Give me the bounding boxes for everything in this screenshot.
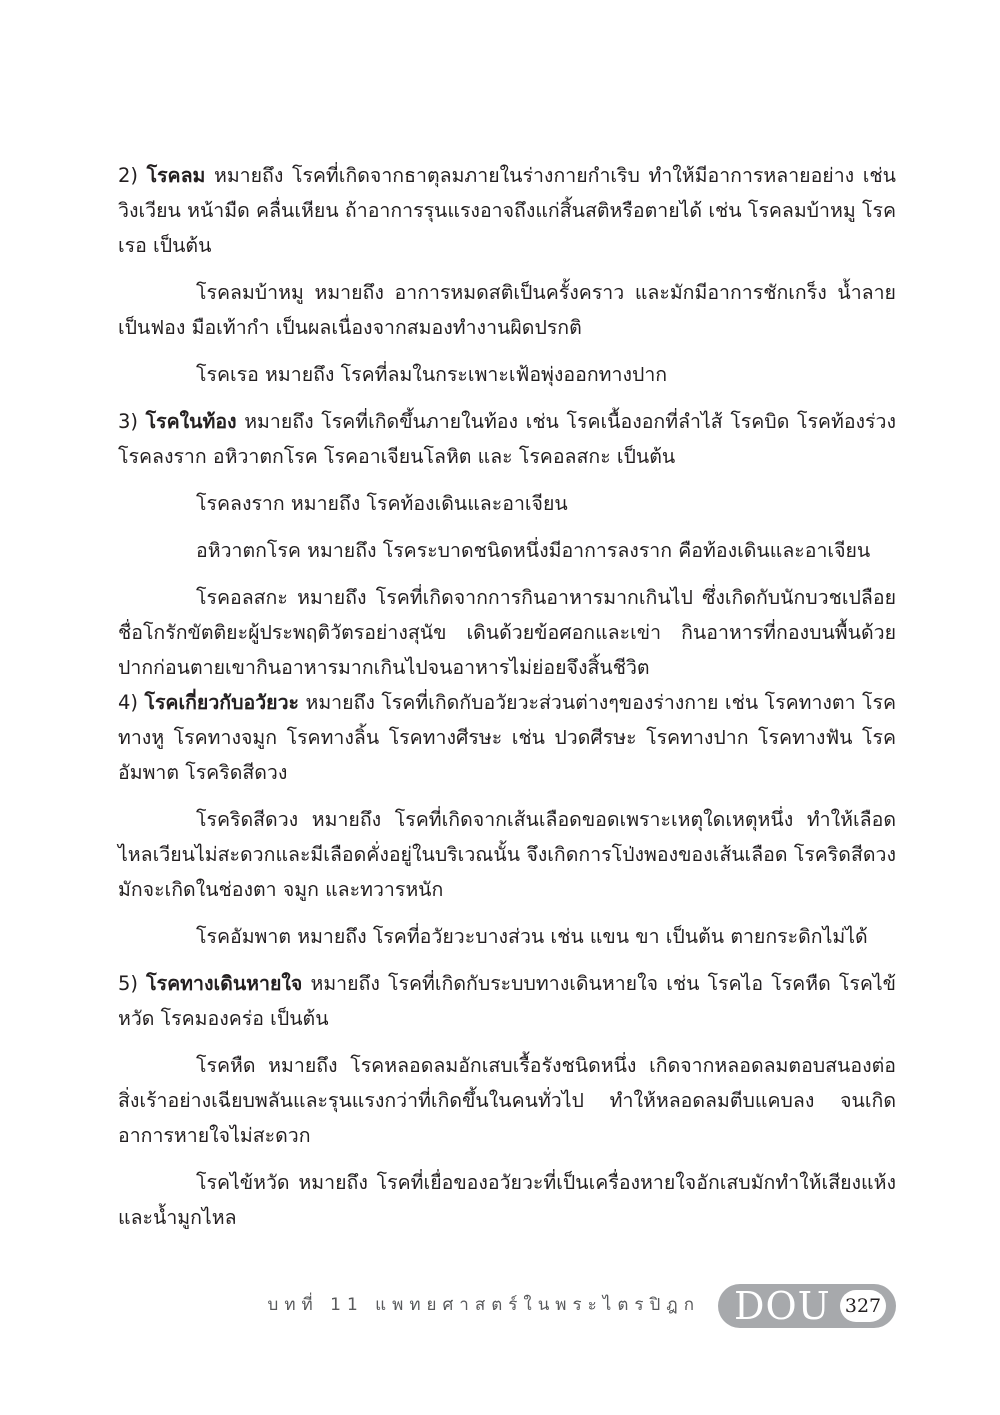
- page-footer: [0, 1282, 1000, 1332]
- dou-badge: [718, 1284, 896, 1328]
- section-4-heading: [118, 685, 896, 790]
- section-text: หมายถึง โรคที่เกิดกับอวัยวะส่วนต่างๆของร่างกาย เช่น โรคทางตา โรคทางหู โรคทางจมูก โรคทางลิ้น โรคทางศีรษะ เช่น ปวดศีรษะ โรคทางปาก โรคทางฟัน โรคอัมพาต โรคริดสีดวง: [118, 691, 896, 784]
- dou-logo: DOU: [734, 1284, 831, 1328]
- section-term: โรคลม: [146, 164, 206, 187]
- section-term: โรคเกี่ยวกับอวัยวะ: [144, 691, 300, 714]
- detail-paragraph: โรคเรอ หมายถึง โรคที่ลมในกระเพาะเฟ้อพุ่งออกทางปาก: [196, 363, 668, 386]
- page-number: 327: [840, 1290, 886, 1322]
- section-3-heading: [118, 404, 896, 474]
- section-2-heading: [118, 158, 896, 263]
- section-number: 4): [118, 691, 139, 714]
- section-number: 5): [118, 972, 139, 995]
- section-number: 3): [118, 410, 139, 433]
- detail-paragraph: โรคอลสกะ หมายถึง โรคที่เกิดจากการกินอาหารมากเกินไป ซึ่งเกิดกับนักบวชเปลือยชื่อโกรักขัตติยะผู้ประพฤติวัตรอย่างสุนัข เดินด้วยข้อศอกและเข่า กินอาหารที่กองบนพื้นด้วยปากก่อนตายเขากินอาหารมากเกินไปจนอาหารไม่ย่อยจึงสิ้นชีวิต: [118, 586, 896, 679]
- detail-paragraph: โรคไข้หวัด หมายถึง โรคที่เยื่อของอวัยวะที่เป็นเครื่องหายใจอักเสบมักทำให้เสียงแห้งและน้ำมูกไหล: [118, 1171, 896, 1229]
- section-term: โรคในท้อง: [145, 410, 237, 433]
- detail-paragraph: โรคลมบ้าหมู หมายถึง อาการหมดสติเป็นครั้งคราว และมักมีอาการชักเกร็ง น้ำลายเป็นฟอง มือเท้ากำ เป็นผลเนื่องจากสมองทำงานผิดปรกติ: [118, 281, 896, 339]
- detail-paragraph: อหิวาตกโรค หมายถึง โรคระบาดชนิดหนึ่งมีอาการลงราก คือท้องเดินและอาเจียน: [196, 539, 871, 562]
- detail-paragraph: โรคริดสีดวง หมายถึง โรคที่เกิดจากเส้นเลือดขอดเพราะเหตุใดเหตุหนึ่ง ทำให้เลือดไหลเวียนไม่สะดวกและมีเลือดคั่งอยู่ในบริเวณนั้น จึงเกิดการโป่งพองของเส้นเลือด โรคริดสีดวงมักจะเกิดในช่องตา จมูก และทวารหนัก: [118, 808, 896, 901]
- section-number: 2): [118, 164, 139, 187]
- section-text: หมายถึง โรคที่เกิดกับระบบทางเดินหายใจ เช่น โรคไอ โรคหืด โรคไข้หวัด โรคมองคร่อ เป็นต้น: [118, 972, 897, 1030]
- main-content: [118, 158, 896, 1235]
- chapter-title: บทที่ 11 แพทยศาสตร์ในพระไตรปิฎก: [267, 1295, 700, 1315]
- detail-paragraph: โรคหืด หมายถึง โรคหลอดลมอักเสบเรื้อรังชนิดหนึ่ง เกิดจากหลอดลมตอบสนองต่อสิ่งเร้าอย่างเฉียบพลันและรุนแรงกว่าที่เกิดขึ้นในคนทั่วไป ทำให้หลอดลมตีบแคบลง จนเกิดอาการหายใจไม่สะดวก: [118, 1054, 896, 1147]
- section-term: โรคทางเดินหายใจ: [146, 972, 303, 995]
- detail-paragraph: โรคลงราก หมายถึง โรคท้องเดินและอาเจียน: [196, 492, 568, 515]
- detail-paragraph: โรคอัมพาต หมายถึง โรคที่อวัยวะบางส่วน เช่น แขน ขา เป็นต้น ตายกระดิกไม่ได้: [196, 925, 868, 948]
- section-5-heading: [118, 966, 896, 1036]
- section-text: หมายถึง โรคที่เกิดขึ้นภายในท้อง เช่น โรคเนื้องอกที่ลำไส้ โรคบิด โรคท้องร่วง โรคลงราก อหิวาตกโรค โรคอาเจียนโลหิต และ โรคอลสกะ เป็นต้น: [118, 410, 896, 468]
- section-text: หมายถึง โรคที่เกิดจากธาตุลมภายในร่างกายกำเริบ ทำให้มีอาการหลายอย่าง เช่น วิงเวียน หน้ามืด คลื่นเหียน ถ้าอาการรุนแรงอาจถึงแก่สิ้นสติหรือตายได้ เช่น โรคลมบ้าหมู โรคเรอ เป็นต้น: [118, 164, 896, 257]
